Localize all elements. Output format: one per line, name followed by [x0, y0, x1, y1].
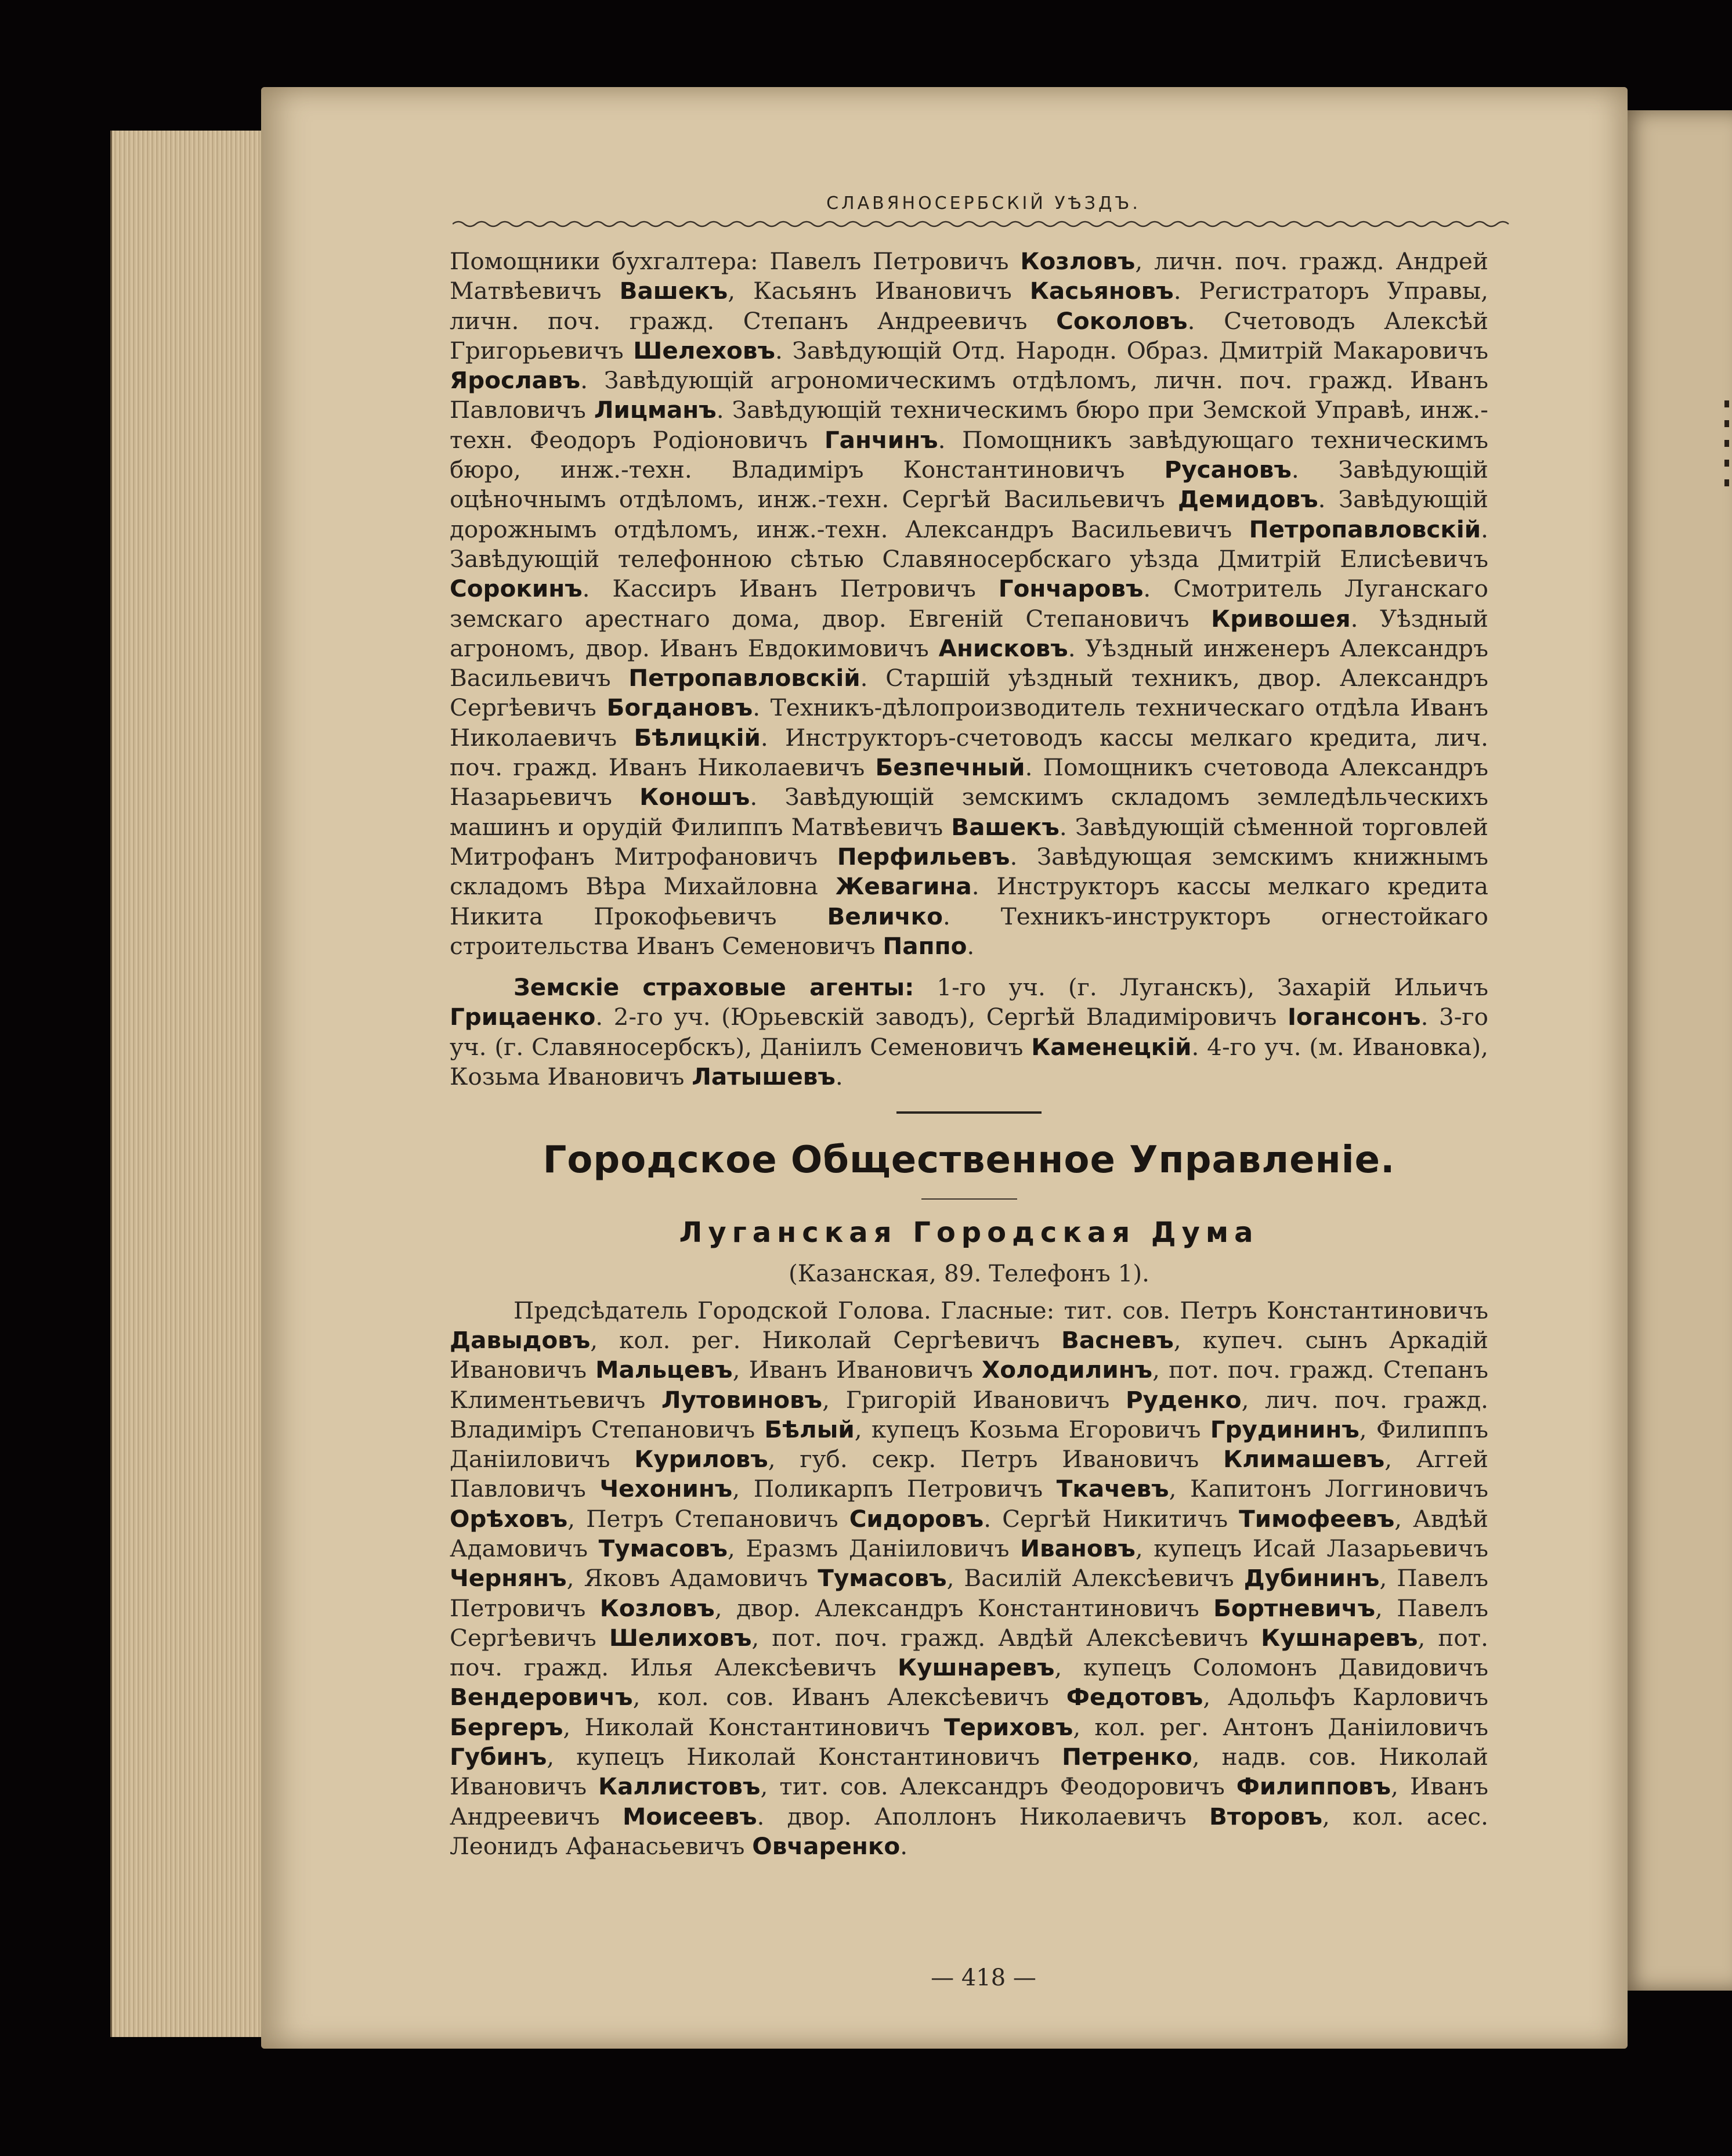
bold-name: Соколовъ	[1056, 306, 1188, 335]
bold-name: Бѣлый	[764, 1415, 855, 1443]
text-run: . Завѣдующій дорожнымъ отдѣломъ, инж.-техн. Александръ Васильевичъ	[450, 485, 1488, 543]
text-run: , Василій Алексѣевичъ	[946, 1564, 1244, 1592]
text-run: . Сергѣй Никитичъ	[983, 1504, 1239, 1533]
text-run: . 2-го уч. (Юрьевскій заводъ), Сергѣй Владиміровичъ	[595, 1003, 1288, 1031]
bold-name: Шелиховъ	[609, 1623, 752, 1652]
bold-name: Латышевъ	[692, 1063, 836, 1091]
bold-name: Моисеевъ	[623, 1802, 757, 1830]
bold-name: Руденко	[1126, 1385, 1242, 1414]
bold-name: Демидовъ	[1178, 485, 1318, 514]
bold-name: Петропавловскій	[1249, 515, 1481, 543]
text-run: , Павелъ Сергѣевичъ	[450, 1594, 1488, 1652]
text-run: . Регистраторъ Управы, личн. поч. гражд. Степанъ Андреевичъ	[450, 277, 1488, 335]
bold-name: Паппо	[883, 931, 967, 960]
bold-name: Грудининъ	[1210, 1415, 1359, 1443]
bold-name: Мальцевъ	[595, 1356, 733, 1384]
text-run: , личн. поч. гражд. Андрей Матвѣевичъ	[450, 247, 1488, 305]
page-number: — 418 —	[931, 1964, 1036, 1991]
text-run: , двор. Александръ Константиновичъ	[714, 1594, 1214, 1622]
heading-divider	[921, 1198, 1017, 1200]
bold-name: Кушнаревъ	[898, 1653, 1055, 1682]
text-run: , кол. рег. Николай Сергѣевичъ	[590, 1326, 1062, 1354]
bold-name: Гончаровъ	[998, 575, 1144, 603]
text-run: . Техникъ-инструкторъ огнестойкаго строительства Иванъ Семеновичъ	[450, 902, 1489, 960]
bold-name: Чернянъ	[450, 1564, 567, 1592]
text-run: , Петръ Степановичъ	[567, 1504, 849, 1533]
bold-name: Бергеръ	[450, 1713, 563, 1741]
sub-heading: Луганская Городская Дума	[679, 1216, 1259, 1249]
text-run: . Старшій уѣздный техникъ, двор. Александръ Сергѣевичъ	[450, 664, 1488, 722]
text-run: . Завѣдующій телефонною сѣтью Славяносербскаго уѣзда Дмитрій Елисѣевичъ	[450, 515, 1488, 573]
bold-name: Федотовъ	[1066, 1683, 1203, 1711]
bold-name: Дубининъ	[1243, 1564, 1380, 1592]
bold-name: Козловъ	[1020, 247, 1136, 275]
running-head: СЛАВЯНОСЕРБСКІЙ УѢЗДЪ.	[826, 193, 1141, 214]
bold-name: Земскіе страховые агенты:	[514, 973, 914, 1002]
bold-name: Овчаренко	[752, 1832, 901, 1860]
text-run: , Поликарпъ Петровичъ	[732, 1475, 1057, 1503]
zemstvo-staff-paragraph	[450, 247, 1488, 961]
bold-name: Вашекъ	[951, 812, 1060, 841]
header-wavy-rule	[453, 218, 1514, 230]
bold-name: Ивановъ	[1020, 1534, 1136, 1562]
bold-name: Касьяновъ	[1029, 277, 1174, 305]
text-run: 1-го уч. (г. Луганскъ), Захарій Ильичъ	[914, 973, 1488, 1002]
text-run: , купецъ Исай Лазарьевичъ	[1135, 1534, 1488, 1562]
text-run: , кол. сов. Иванъ Алексѣевичъ	[632, 1683, 1066, 1711]
duma-address: (Казанская, 89. Телефонъ 1).	[788, 1259, 1150, 1288]
bold-name: Жевагина	[835, 872, 972, 901]
text-run: , Аггей Павловичъ	[450, 1445, 1488, 1503]
text-run: . Завѣдующій агрономическимъ отдѣломъ, личн. поч. гражд. Иванъ Павловичъ	[450, 366, 1488, 424]
next-page-edge	[1619, 110, 1732, 1991]
text-run: . Завѣдующій сѣменной торговлей Митрофанъ Митрофановичъ	[450, 812, 1489, 871]
text-run: . Кассиръ Иванъ Петровичъ	[582, 575, 999, 603]
bold-name: Териховъ	[943, 1713, 1073, 1741]
text-run: , Павелъ Петровичъ	[450, 1564, 1488, 1622]
bold-name: Каллистовъ	[598, 1772, 761, 1801]
duma-members-paragraph	[450, 1296, 1488, 1862]
bold-name: Анисковъ	[938, 634, 1068, 662]
bold-name: Сидоровъ	[849, 1504, 984, 1533]
bold-name: Петренко	[1062, 1743, 1192, 1771]
bold-name: Губинъ	[450, 1743, 547, 1771]
bold-name: Тимофеевъ	[1239, 1504, 1395, 1533]
bold-name: Тумасовъ	[598, 1534, 728, 1562]
bold-name: Вендеровичъ	[450, 1683, 633, 1711]
page-content	[450, 247, 1488, 1861]
bold-name: Вашекъ	[619, 277, 728, 305]
text-run: , Иванъ Ивановичъ	[732, 1356, 982, 1384]
bold-name: Богдановъ	[606, 694, 753, 722]
text-run: , надв. сов. Николай Ивановичъ	[450, 1743, 1488, 1801]
bold-name: Кривошея	[1211, 604, 1351, 633]
text-run: , Касьянъ Ивановичъ	[728, 277, 1030, 305]
text-run: . Уѣздный инженеръ Александръ Васильевичъ	[450, 634, 1488, 692]
bold-name: Куриловъ	[634, 1445, 768, 1474]
bold-name: Петропавловскій	[628, 664, 860, 692]
text-run: Предсѣдатель Городской Голова. Гласные: тит. сов. Петръ Константиновичъ	[514, 1296, 1488, 1324]
bold-name: Бортневичъ	[1213, 1594, 1376, 1622]
text-run: , Адольфъ Карловичъ	[1203, 1683, 1488, 1711]
text-run: . Смотритель Луганскаго земскаго арестнаго дома, двор. Евгеній Степановичъ	[450, 575, 1488, 633]
text-run: . 4-го уч. (м. Ивановка), Козьма Ивановичъ	[450, 1032, 1489, 1091]
text-run: .	[900, 1832, 908, 1860]
text-run: , пот. поч. гражд. Степанъ Климентьевичъ	[450, 1356, 1488, 1414]
bold-name: Филипповъ	[1236, 1772, 1391, 1801]
text-run: . двор. Аполлонъ Николаевичъ	[757, 1802, 1209, 1830]
text-run: , Филиппъ Даніиловичъ	[450, 1415, 1488, 1474]
text-run: .	[967, 931, 975, 960]
bold-name: Тумасовъ	[818, 1564, 947, 1592]
bold-name: Климашевъ	[1223, 1445, 1385, 1474]
bold-name: Перфильевъ	[837, 842, 1010, 871]
bold-name: Васневъ	[1061, 1326, 1174, 1354]
text-run: . Помощникъ счетовода Александръ Назарьевичъ	[450, 753, 1488, 811]
text-run: , Иванъ Андреевичъ	[450, 1772, 1488, 1830]
bold-name: Чехонинъ	[599, 1475, 733, 1503]
bold-name: Второвъ	[1209, 1802, 1323, 1830]
main-heading: Городское Общественное Управленіе.	[543, 1139, 1395, 1182]
bold-name: Холодилинъ	[982, 1356, 1153, 1384]
bold-name: Козловъ	[599, 1594, 715, 1622]
bold-name: Шелеховъ	[633, 336, 775, 364]
text-run: Помощники бухгалтера: Павелъ Петровичъ	[450, 247, 1021, 275]
bold-name: Величко	[827, 902, 943, 930]
text-run: . 3-го уч. (г. Славяносербскъ), Даніилъ Семеновичъ	[450, 1003, 1488, 1061]
text-run: , губ. секр. Петръ Ивановичъ	[768, 1445, 1224, 1474]
text-run: . Завѣдующій земскимъ складомъ земледѣльческихъ машинъ и орудій Филиппъ Матвѣевичъ	[450, 783, 1488, 841]
text-run: , Авдѣй Адамовичъ	[450, 1504, 1488, 1562]
bold-name: Бѣлицкій	[634, 723, 761, 752]
text-run: . Счетоводъ Алексѣй Григорьевичъ	[450, 306, 1488, 364]
text-run: , Капитонъ Логгиновичъ	[1169, 1475, 1488, 1503]
text-run: . Инструкторъ кассы мелкаго кредита Никита Прокофьевичъ	[450, 872, 1488, 930]
section-divider	[896, 1111, 1042, 1114]
text-run: . Завѣдующій оцѣночнымъ отдѣломъ, инж.-техн. Сергѣй Васильевичъ	[450, 456, 1488, 514]
bold-name: Безпечный	[875, 753, 1025, 782]
bold-name: Ткачевъ	[1056, 1475, 1169, 1503]
text-run: , пот. поч. гражд. Авдѣй Алексѣевичъ	[751, 1623, 1261, 1652]
bold-name: Ярославъ	[450, 366, 581, 395]
bold-name: Давыдовъ	[450, 1326, 591, 1354]
bold-name: Кушнаревъ	[1261, 1623, 1418, 1652]
text-run: , купецъ Соломонъ Давидовичъ	[1054, 1653, 1489, 1682]
bold-name: Лутовиновъ	[661, 1385, 823, 1414]
bold-name: Коношъ	[639, 783, 750, 811]
bold-name: Сорокинъ	[450, 575, 583, 603]
text-run: , пот. поч. гражд. Илья Алексѣевичъ	[450, 1623, 1489, 1682]
text-run: . Инструкторъ-счетоводъ кассы мелкаго кредита, лич. поч. гражд. Иванъ Николаевичъ	[450, 723, 1488, 782]
text-run: , купеч. сынъ Аркадій Ивановичъ	[450, 1326, 1488, 1384]
text-run: , Николай Константиновичъ	[563, 1713, 944, 1741]
text-run: , купецъ Николай Константиновичъ	[547, 1743, 1062, 1771]
text-run: , Яковъ Адамовичъ	[566, 1564, 818, 1592]
text-run: .	[835, 1063, 843, 1091]
next-page-text-fragment	[1724, 400, 1729, 499]
bold-name: Орѣховъ	[450, 1504, 568, 1533]
bold-name: Лицманъ	[594, 396, 717, 424]
bold-name: Грицаенко	[450, 1003, 596, 1031]
text-run: , Еразмъ Даніиловичъ	[727, 1534, 1021, 1562]
bold-name: Русановъ	[1164, 456, 1292, 484]
text-run: . Помощникъ завѣдующаго техническимъ бюро, инж.-техн. Владиміръ Константиновичъ	[450, 425, 1488, 484]
text-run: . Техникъ-дѣлопроизводитель техническаго отдѣла Иванъ Николаевичъ	[450, 694, 1489, 752]
text-run: . Завѣдующая земскимъ книжнымъ складомъ Вѣра Михайловна	[450, 842, 1488, 901]
text-run: , лич. поч. гражд. Владиміръ Степановичъ	[450, 1385, 1489, 1443]
text-run: , Григорій Ивановичъ	[822, 1385, 1126, 1414]
insurance-agents-paragraph	[450, 973, 1488, 1092]
text-run: , кол. рег. Антонъ Даніиловичъ	[1073, 1713, 1489, 1741]
text-run: , купецъ Козьма Егоровичъ	[854, 1415, 1210, 1443]
text-run: , тит. сов. Александръ Феодоровичъ	[760, 1772, 1236, 1801]
bold-name: Каменецкій	[1031, 1032, 1192, 1061]
text-run: . Завѣдующій техническимъ бюро при Земской Управѣ, инж.-техн. Феодоръ Родіоновичъ	[450, 396, 1488, 454]
text-run: , кол. асес. Леонидъ Афанасьевичъ	[450, 1802, 1488, 1860]
bold-name: Іогансонъ	[1287, 1003, 1421, 1031]
text-run: . Уѣздный агрономъ, двор. Иванъ Евдокимовичъ	[450, 604, 1488, 662]
bold-name: Ганчинъ	[824, 425, 938, 454]
text-run: . Завѣдующій Отд. Народн. Образ. Дмитрій Макаровичъ	[775, 336, 1488, 364]
